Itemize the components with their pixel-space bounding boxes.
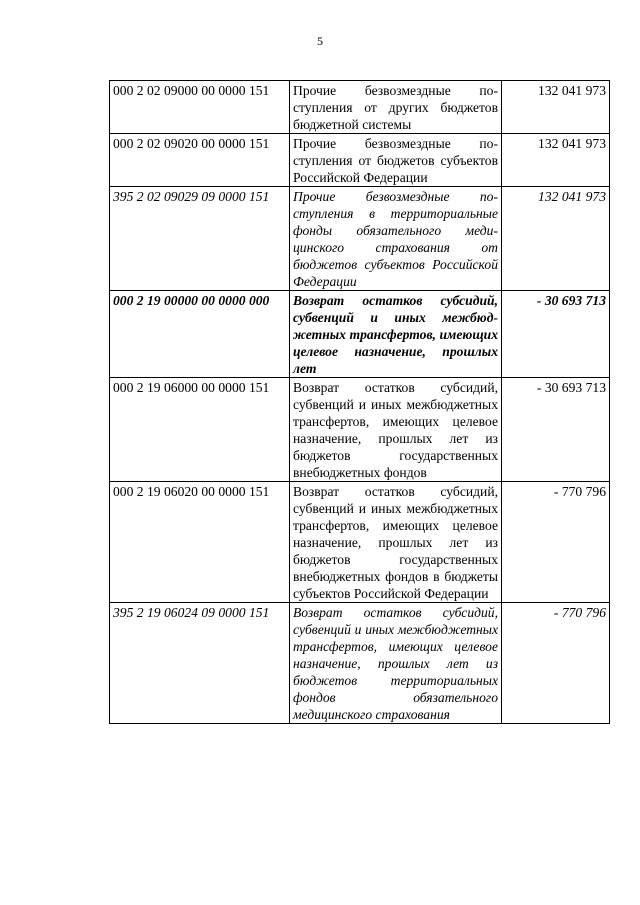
table-row — [110, 187, 610, 291]
table-row — [110, 603, 610, 724]
revenue-name: Прочие безвозмездные поступления в территориальные фонды обязательного медицинского страхования от бюджетов субъектов Российской Федерации — [290, 187, 502, 291]
budget-code: 000 2 19 06000 00 0000 151 — [110, 378, 290, 482]
amount: - 770 796 — [502, 482, 610, 603]
revenue-name: Возврат остатков субсидий, субвенций и иных межбюджетных трансфертов, имеющих целевое назначение, прошлых лет из бюджетов территориальных фондов обязательного медицинского страхования — [290, 603, 502, 724]
table-row — [110, 378, 610, 482]
budget-code: 395 2 19 06024 09 0000 151 — [110, 603, 290, 724]
amount: - 30 693 713 — [502, 378, 610, 482]
amount: - 770 796 — [502, 603, 610, 724]
revenue-name: Возврат остатков субсидий, субвенций и иных межбюджетных трансфертов, имеющих целевое назначение, прошлых лет — [290, 291, 502, 378]
revenue-name: Возврат остатков субсидий, субвенций и иных межбюджетных трансфертов, имеющих целевое назначение, прошлых лет из бюджетов государственных внебюджетных фондов — [290, 378, 502, 482]
page-number: 5 — [317, 34, 323, 48]
amount: 132 041 973 — [502, 134, 610, 187]
table-row — [110, 291, 610, 378]
budget-code: 000 2 02 09020 00 0000 151 — [110, 134, 290, 187]
amount: 132 041 973 — [502, 187, 610, 291]
budget-code: 000 2 19 06020 00 0000 151 — [110, 482, 290, 603]
table-row — [110, 81, 610, 134]
budget-table — [109, 80, 610, 724]
budget-code: 395 2 02 09029 09 0000 151 — [110, 187, 290, 291]
amount: 132 041 973 — [502, 81, 610, 134]
table-row — [110, 482, 610, 603]
table-row — [110, 134, 610, 187]
budget-code: 000 2 02 09000 00 0000 151 — [110, 81, 290, 134]
budget-code: 000 2 19 00000 00 0000 000 — [110, 291, 290, 378]
revenue-name: Возврат остатков субсидий, субвенций и иных межбюджетных трансфертов, имеющих целевое назначение, прошлых лет из бюджетов государственных внебюджетных фондов в бюджеты субъектов Российской Федерации — [290, 482, 502, 603]
amount: - 30 693 713 — [502, 291, 610, 378]
revenue-name: Прочие безвозмездные поступления от бюджетов субъектов Российской Федерации — [290, 134, 502, 187]
revenue-name: Прочие безвозмездные поступления от других бюджетов бюджетной системы — [290, 81, 502, 134]
